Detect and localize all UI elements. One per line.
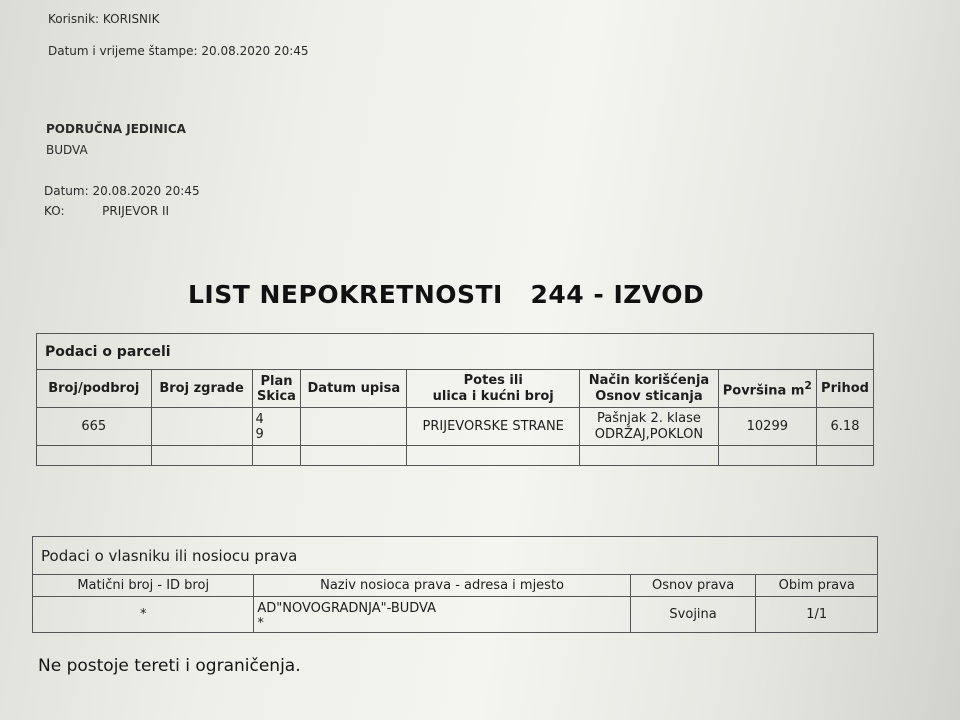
col-plan [252, 370, 301, 408]
parcel-header-row [37, 370, 874, 408]
parcel-empty-row [37, 446, 874, 466]
col-datum: Datum upisa [301, 370, 407, 408]
cell-prihod: 6.18 [816, 408, 873, 446]
col-osnov: Osnov prava [630, 575, 756, 597]
empty-cell [718, 446, 816, 466]
empty-cell [407, 446, 580, 466]
print-date-line [48, 44, 309, 58]
date-line [44, 184, 200, 198]
cell-obim: 1/1 [756, 597, 878, 633]
empty-cell [151, 446, 252, 466]
parcel-row [37, 408, 874, 446]
empty-cell [37, 446, 152, 466]
user-line [48, 12, 159, 26]
owner-row [33, 597, 878, 633]
col-povrsina [718, 370, 816, 408]
ko-line [44, 204, 169, 218]
col-broj: Broj/podbroj [37, 370, 152, 408]
col-povrsina-label: Površina m [722, 383, 805, 399]
col-naziv: Naziv nosioca prava - adresa i mjesto [254, 575, 630, 597]
col-potes [407, 370, 580, 408]
unit-label: PODRUČNA JEDINICA [46, 122, 186, 136]
col-plan-line2: Skica [257, 388, 296, 404]
cell-nacin-value: Pašnjak 2. klase [597, 410, 701, 426]
col-nacin-line1: Način korišćenja [588, 372, 710, 388]
col-prihod: Prihod [816, 370, 873, 408]
cell-naziv-value: AD"NOVOGRADNJA"-BUDVA [257, 601, 436, 616]
date-label: Datum: [44, 184, 89, 198]
empty-cell [816, 446, 873, 466]
cell-datum [301, 408, 407, 446]
col-obim: Obim prava [756, 575, 878, 597]
ko-value: PRIJEVOR II [102, 204, 170, 218]
col-povrsina-sup: 2 [804, 378, 812, 392]
cell-skica-value: 9 [255, 426, 264, 442]
cell-plan-value: 4 [255, 411, 264, 427]
cell-potes: PRIJEVORSKE STRANE [407, 408, 580, 446]
cell-naziv [254, 597, 630, 633]
date-value: 20.08.2020 20:45 [92, 184, 200, 198]
owner-header-row [33, 575, 878, 597]
parcel-section-title: Podaci o parceli [37, 334, 874, 370]
cell-povrsina: 10299 [718, 408, 816, 446]
col-zgrada: Broj zgrade [151, 370, 252, 408]
cell-osnov-value: ODRŽAJ,POKLON [594, 426, 704, 442]
ko-label: KO: [44, 204, 65, 218]
page-title: LIST NEPOKRETNOSTI 244 - IZVOD [188, 280, 705, 309]
col-maticni: Matični broj - ID broj [33, 575, 254, 597]
col-potes-line1: Potes ili [463, 372, 523, 388]
parcel-table [36, 333, 874, 466]
print-date-value: 20.08.2020 20:45 [201, 44, 309, 58]
user-label: Korisnik: [48, 12, 100, 26]
cell-nacin [580, 408, 718, 446]
footer-note: Ne postoje tereti i ograničenja. [38, 656, 301, 676]
cell-adresa-value: * [257, 616, 264, 631]
col-potes-line2: ulica i kućni broj [432, 388, 554, 404]
cell-broj: 665 [37, 408, 152, 446]
unit-value: BUDVA [46, 143, 88, 157]
cell-maticni: * [33, 597, 254, 633]
owner-section-title: Podaci o vlasniku ili nosiocu prava [33, 537, 878, 575]
cell-zgrada [151, 408, 252, 446]
empty-cell [301, 446, 407, 466]
owner-table [32, 536, 878, 633]
col-plan-line1: Plan [260, 373, 293, 389]
cell-plan [252, 408, 301, 446]
user-value: KORISNIK [102, 12, 160, 26]
empty-cell [580, 446, 718, 466]
empty-cell [252, 446, 301, 466]
cell-osnov: Svojina [630, 597, 756, 633]
print-date-label: Datum i vrijeme štampe: [48, 44, 198, 58]
col-nacin-line2: Osnov sticanja [595, 388, 703, 404]
col-nacin [580, 370, 718, 408]
